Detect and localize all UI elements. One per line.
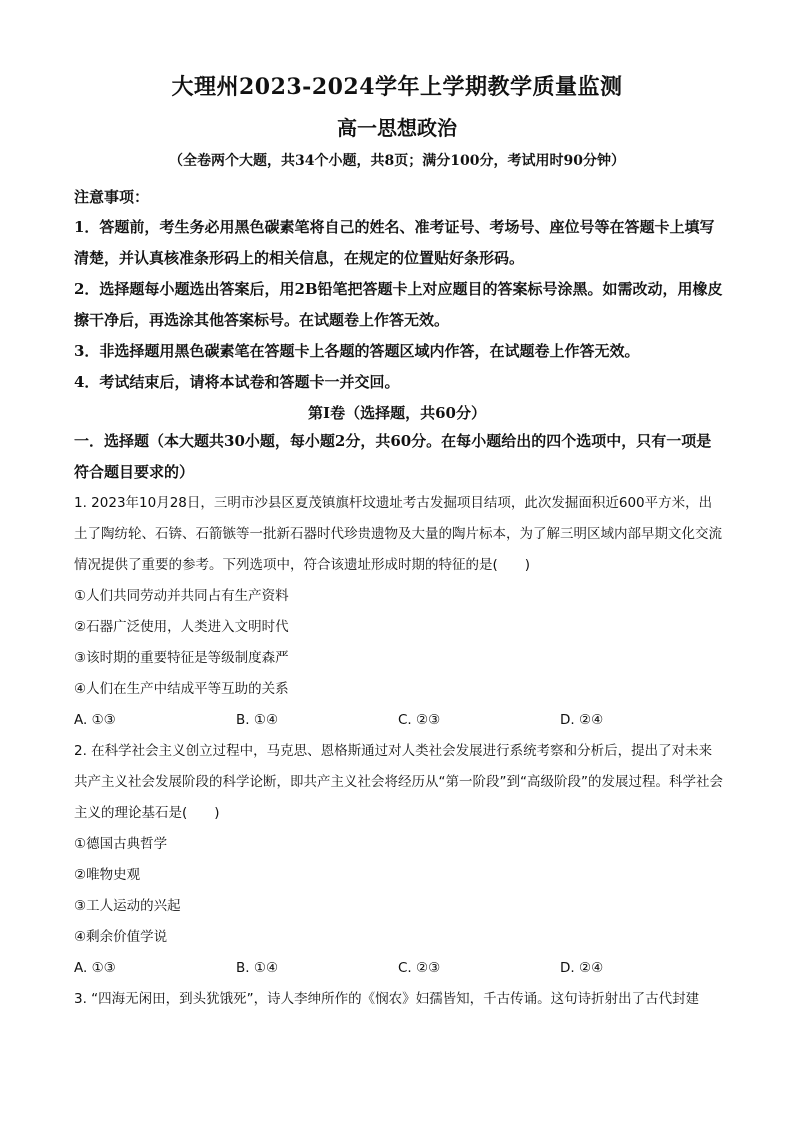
note-item: 3．非选择题用黑色碳素笔在答题卡上各题的答题区域内作答，在试题卷上作答无效。	[74, 342, 640, 360]
choice-b: B. ①④	[236, 712, 279, 728]
question-option: ②唯物史观	[74, 867, 141, 883]
question-option: ④人们在生产中结成平等互助的关系	[74, 681, 289, 697]
choice-a: A. ①③	[74, 960, 116, 976]
question-stem: 1. 2023年10月28日，三明市沙县区夏茂镇旗杆坟遗址考古发掘项目结项，此次发掘面积近600平方米，出土了陶纺轮、石锛、石箭镞等一批新石器时代珍贵遗物及大量的陶片标本，为了解三明区域内部早期文化交流情况提供了重要的参考。下列选项中，符合该遗址形成时期的特征的是( )	[74, 495, 722, 573]
part-instructions: 一．选择题（本大题共30小题，每小题2分，共60分。在每小题给出的四个选项中，只有一项是符合题目要求的）	[74, 432, 712, 481]
note-item: 2．选择题每小题选出答案后，用2B铅笔把答题卡上对应题目的答案标号涂黑。如需改动，用橡皮擦干净后，再选涂其他答案标号。在试题卷上作答无效。	[74, 280, 723, 329]
question-option: ①人们共同劳动并共同占有生产资料	[74, 588, 289, 604]
question-item	[74, 488, 724, 736]
choice-d: D. ②④	[560, 712, 604, 728]
note-item: 1．答题前，考生务必用黑色碳素笔将自己的姓名、准考证号、考场号、座位号等在答题卡上填写清楚，并认真核准条形码上的相关信息，在规定的位置贴好条形码。	[74, 218, 715, 267]
exam-title: 大理州2023-2024学年上学期教学质量监测	[171, 74, 623, 100]
choice-b: B. ①④	[236, 960, 279, 976]
question-option: ①德国古典哲学	[74, 836, 168, 852]
question-list	[74, 488, 724, 1015]
exam-meta: （全卷两个大题，共34个小题，共8页；满分100分，考试用时90分钟）	[169, 153, 625, 169]
choice-a: A. ①③	[74, 712, 116, 728]
note-item: 4．考试结束后，请将本试卷和答题卡一并交回。	[74, 373, 400, 391]
question-option: ③工人运动的兴起	[74, 898, 181, 914]
choice-d: D. ②④	[560, 960, 604, 976]
notes-heading: 注意事项：	[74, 188, 150, 206]
question-stem: 2. 在科学社会主义创立过程中，马克思、恩格斯通过对人类社会发展进行系统考察和分析后，提出了对未来共产主义社会发展阶段的科学论断，即共产主义社会将经历从“第一阶段”到“高级阶段”的发展过程。科学社会主义的理论基石是( )	[74, 743, 723, 821]
choice-c: C. ②③	[398, 960, 441, 976]
question-option: ②石器广泛使用，人类进入文明时代	[74, 619, 289, 635]
choice-c: C. ②③	[398, 712, 441, 728]
exam-subject: 高一思想政治	[337, 116, 457, 140]
question-stem: 3. “四海无闲田，到头犹饿死”，诗人李绅所作的《悯农》妇孺皆知，千古传诵。这句诗折射出了古代封建	[74, 991, 700, 1007]
question-item	[74, 736, 724, 984]
section-title: 第Ⅰ卷（选择题，共60分）	[308, 404, 486, 422]
notes-section	[74, 182, 724, 398]
answer-choices	[74, 705, 724, 736]
question-item	[74, 984, 724, 1015]
answer-choices	[74, 953, 724, 984]
question-option: ③该时期的重要特征是等级制度森严	[74, 650, 289, 666]
question-option: ④剩余价值学说	[74, 929, 168, 945]
